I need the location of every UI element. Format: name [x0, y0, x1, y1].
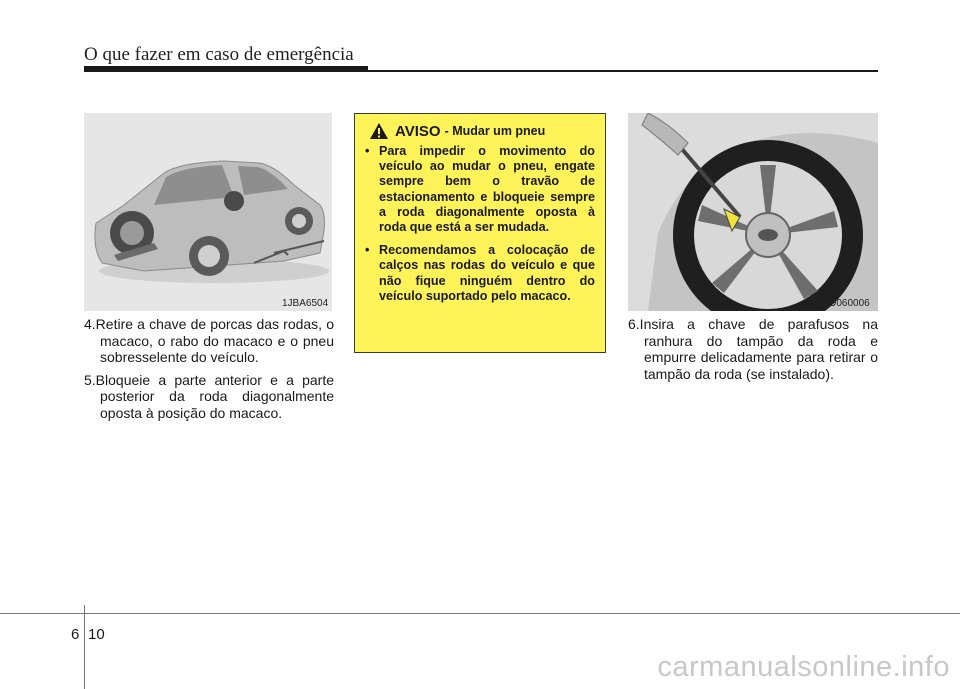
left-column [84, 316, 334, 427]
warning-subtitle: - Mudar um pneu [444, 124, 546, 138]
right-column [628, 316, 878, 388]
footer-divider [84, 605, 85, 689]
wheel-cap-illustration [628, 113, 878, 311]
header-rule-thin [368, 70, 878, 72]
footer-rule [0, 613, 960, 614]
warning-list [365, 144, 595, 304]
warning-triangle-icon [369, 122, 389, 140]
header-rule-thick [84, 66, 368, 72]
car-jack-illustration [84, 113, 332, 311]
bullet-icon: • [365, 144, 370, 158]
figure-code-left: 1JBA6504 [282, 298, 329, 309]
step-5: 5.Bloqueie a parte anterior e a parte posterior da roda diagonalmente oposta à posição do macaco. [84, 371, 334, 421]
wheel-illustration-icon [628, 113, 878, 311]
page-number: 10 [88, 626, 105, 643]
warning-box [354, 113, 606, 353]
header-title: O que fazer em caso de emergência [84, 44, 354, 65]
warning-item: • Para impedir o movimento do veículo ao mudar o pneu, engate sempre bem o travão de estacionamento e bloqueie sempre a roda diagonalmente oposta à roda que está a ser mudada. [365, 144, 595, 235]
warning-header [369, 122, 595, 140]
watermark: carmanualsonline.info [657, 651, 950, 683]
warning-item: • Recomendamos a colocação de calços nas rodas do veículo e que não fique ninguém dentro do veículo suportado pelo macaco. [365, 243, 595, 303]
step-4: 4.Retire a chave de porcas das rodas, o macaco, o rabo do macaco e o pneu sobresselente do veículo. [84, 316, 334, 365]
figure-code-right: OMD060006 [813, 298, 870, 309]
step-6: 6.Insira a chave de parafusos na ranhura do tampão da roda e empurre delicadamente para retirar o tampão da roda (se instalado). [628, 316, 878, 382]
chapter-number: 6 [71, 626, 80, 643]
car-illustration-icon [84, 113, 332, 311]
warning-title: AVISO [395, 122, 441, 140]
bullet-icon: • [365, 243, 370, 258]
